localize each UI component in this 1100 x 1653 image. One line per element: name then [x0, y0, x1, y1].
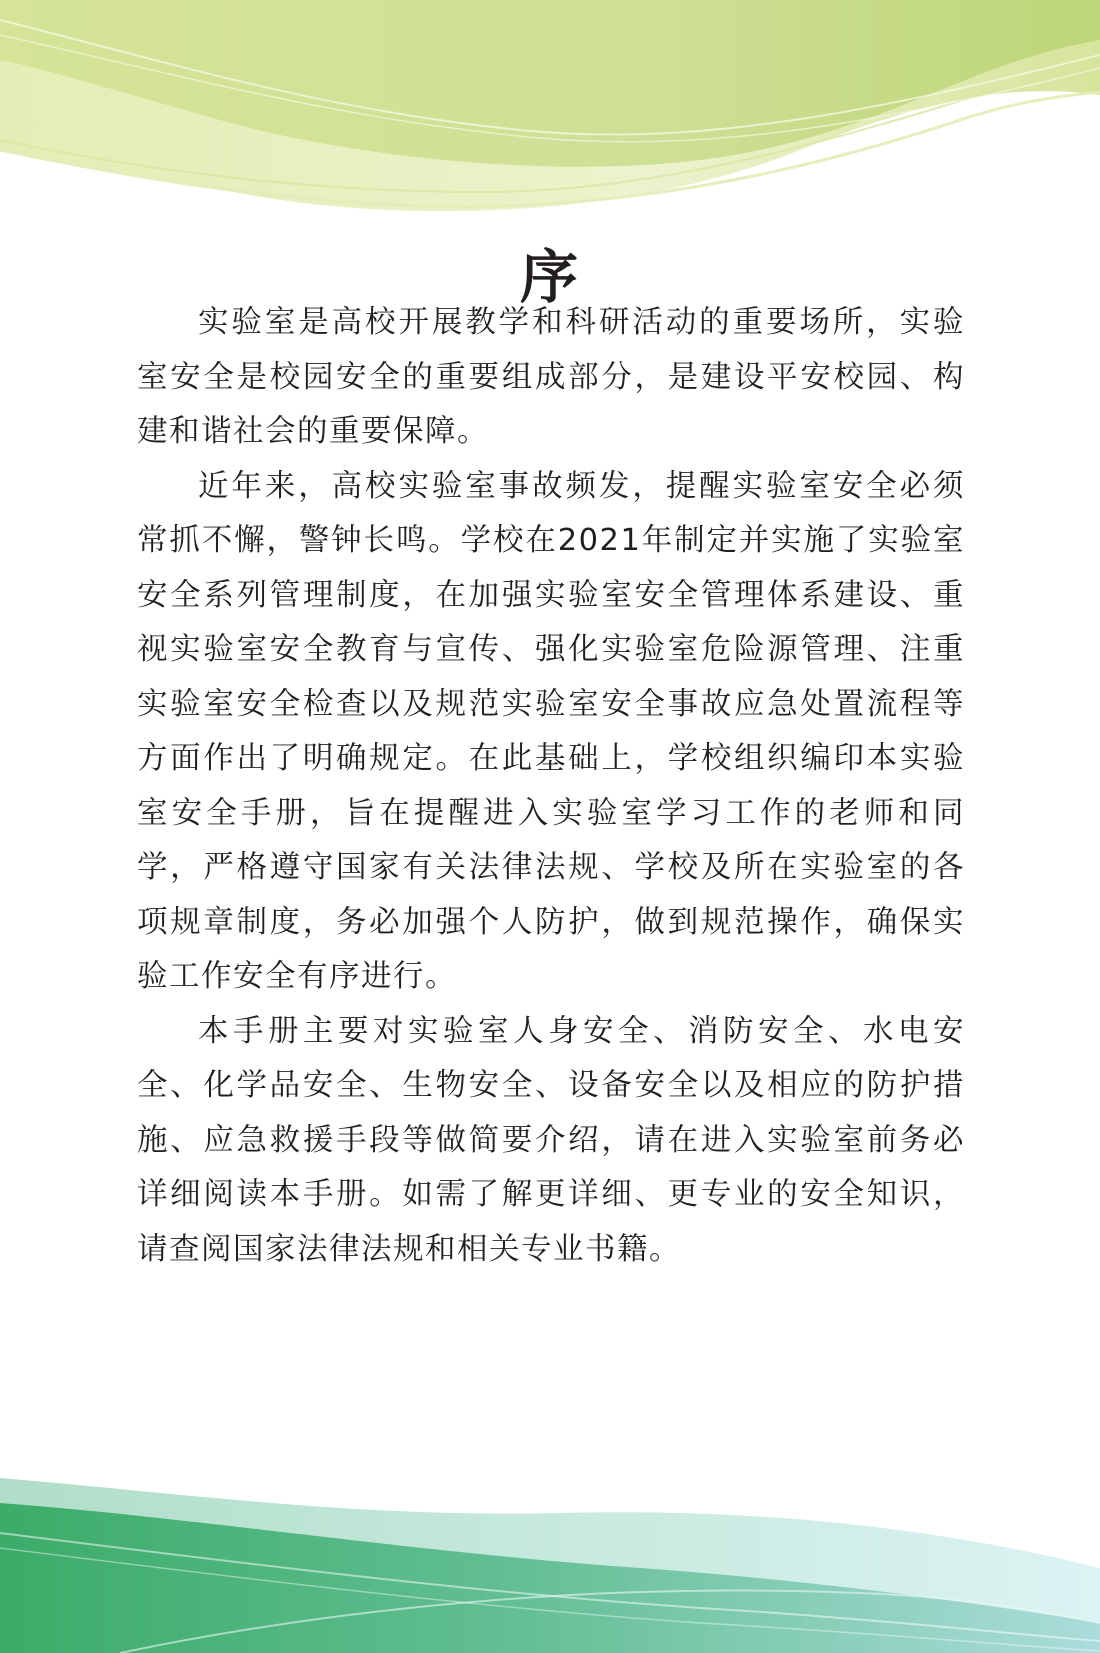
preface-paragraph-1: 实验室是高校开展教学和科研活动的重要场所，实验室安全是校园安全的重要组成部分，是建设平安校园、构建和谐社会的重要保障。	[137, 305, 965, 449]
preface-body	[137, 296, 965, 1277]
bottom-wave-decoration	[0, 1473, 1100, 1653]
page-title: 序	[519, 242, 580, 311]
preface-paragraph-2: 近年来，高校实验室事故频发，提醒实验室安全必须常抓不懈，警钟长鸣。学校在2021年制定并实施了实验室安全系列管理制度，在加强实验室安全管理体系建设、重视实验室安全教育与宣传、强化实验室危险源管理、注重实验室安全检查以及规范实验室安全事故应急处置流程等方面作出了明确规定。在此基础上，学校组织编印本实验室安全手册，旨在提醒进入实验室学习工作的老师和同学，严格遵守国家有关法律法规、学校及所在实验室的各项规章制度，务必加强个人防护，做到规范操作，确保实验工作安全有序进行。	[137, 468, 965, 994]
top-wave-decoration	[0, 0, 1100, 240]
preface-paragraph-3: 本手册主要对实验室人身安全、消防安全、水电安全、化学品安全、生物安全、设备安全以及相应的防护措施、应急救援手段等做简要介绍，请在进入实验室前务必详细阅读本手册。如需了解更详细、更专业的安全知识，请查阅国家法律法规和相关专业书籍。	[137, 1013, 965, 1267]
